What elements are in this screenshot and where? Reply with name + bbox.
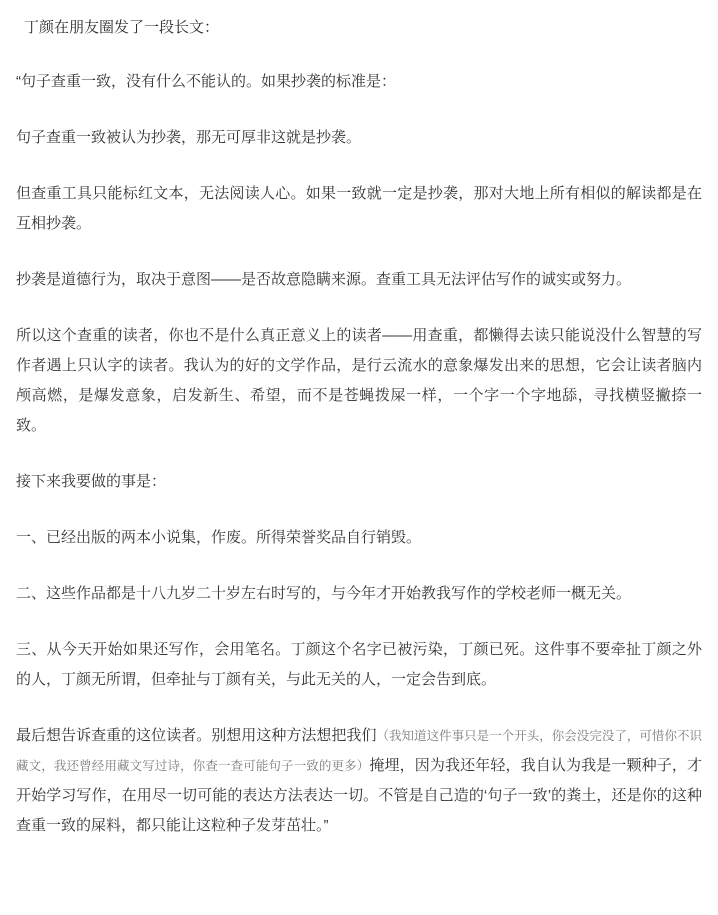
paragraph-list-item-3: 三、从今天开始如果还写作，会用笔名。丁颜这个名字已被污染，丁颜已死。这件事不要牵扯丁颜之外的人，丁颜无所谓，但牵扯与丁颜有关，与此无关的人，一定会告到底。 xyxy=(16,640,702,688)
paragraph-2: 句子查重一致被认为抄袭，那无可厚非这就是抄袭。 xyxy=(16,128,362,146)
paragraph-list-item-1: 一、已经出版的两本小说集，作废。所得荣誉奖品自行销毁。 xyxy=(16,528,422,546)
final-paragraph-note: （我知道这件事只是一个开头，你会没完没了，可惜你不识藏文，我还曾经用藏文写过诗，你查一查可能句子一致的更多） xyxy=(16,728,702,773)
paragraph-5: 所以这个查重的读者，你也不是什么真正意义上的读者——用查重，都懒得去读只能说没什么智慧的写作者遇上只认字的读者。我认为的好的文学作品，是行云流水的意象爆发出来的思想，它会让读者脑内颅高燃，是爆发意象，启发新生、希望，而不是苍蝇拨屎一样，一个字一个字地舔，寻找横竖撇捺一致。 xyxy=(16,326,702,434)
final-paragraph-tail: 掩埋，因为我还年轻，我自认为我是一颗种子，才开始学习写作，在用尽一切可能的表达方法表达一切。不管是自己造的‘句子一致’的粪土，还是你的这种查重一致的屎料，都只能让这粒种子发芽茁壮。” xyxy=(16,756,702,834)
final-paragraph xyxy=(16,721,702,841)
final-paragraph-lead: 最后想告诉查重的这位读者。别想用这种方法想把我们 xyxy=(16,726,377,744)
paragraph-6: 接下来我要做的事是： xyxy=(16,472,167,490)
intro-line: 丁颜在朋友圈发了一段长文： xyxy=(24,19,220,36)
paragraph-list-item-2: 二、这些作品都是十八九岁二十岁左右时写的，与今年才开始教我写作的学校老师一概无关。 xyxy=(16,584,632,602)
paragraph-4: 抄袭是道德行为，取决于意图——是否故意隐瞒来源。查重工具无法评估写作的诚实或努力。 xyxy=(16,270,632,288)
paragraph-3: 但查重工具只能标红文本，无法阅读人心。如果一致就一定是抄袭，那对大地上所有相似的解读都是在互相抄袭。 xyxy=(16,184,702,232)
paragraph-1: “句子查重一致，没有什么不能认的。如果抄袭的标准是： xyxy=(16,72,396,90)
